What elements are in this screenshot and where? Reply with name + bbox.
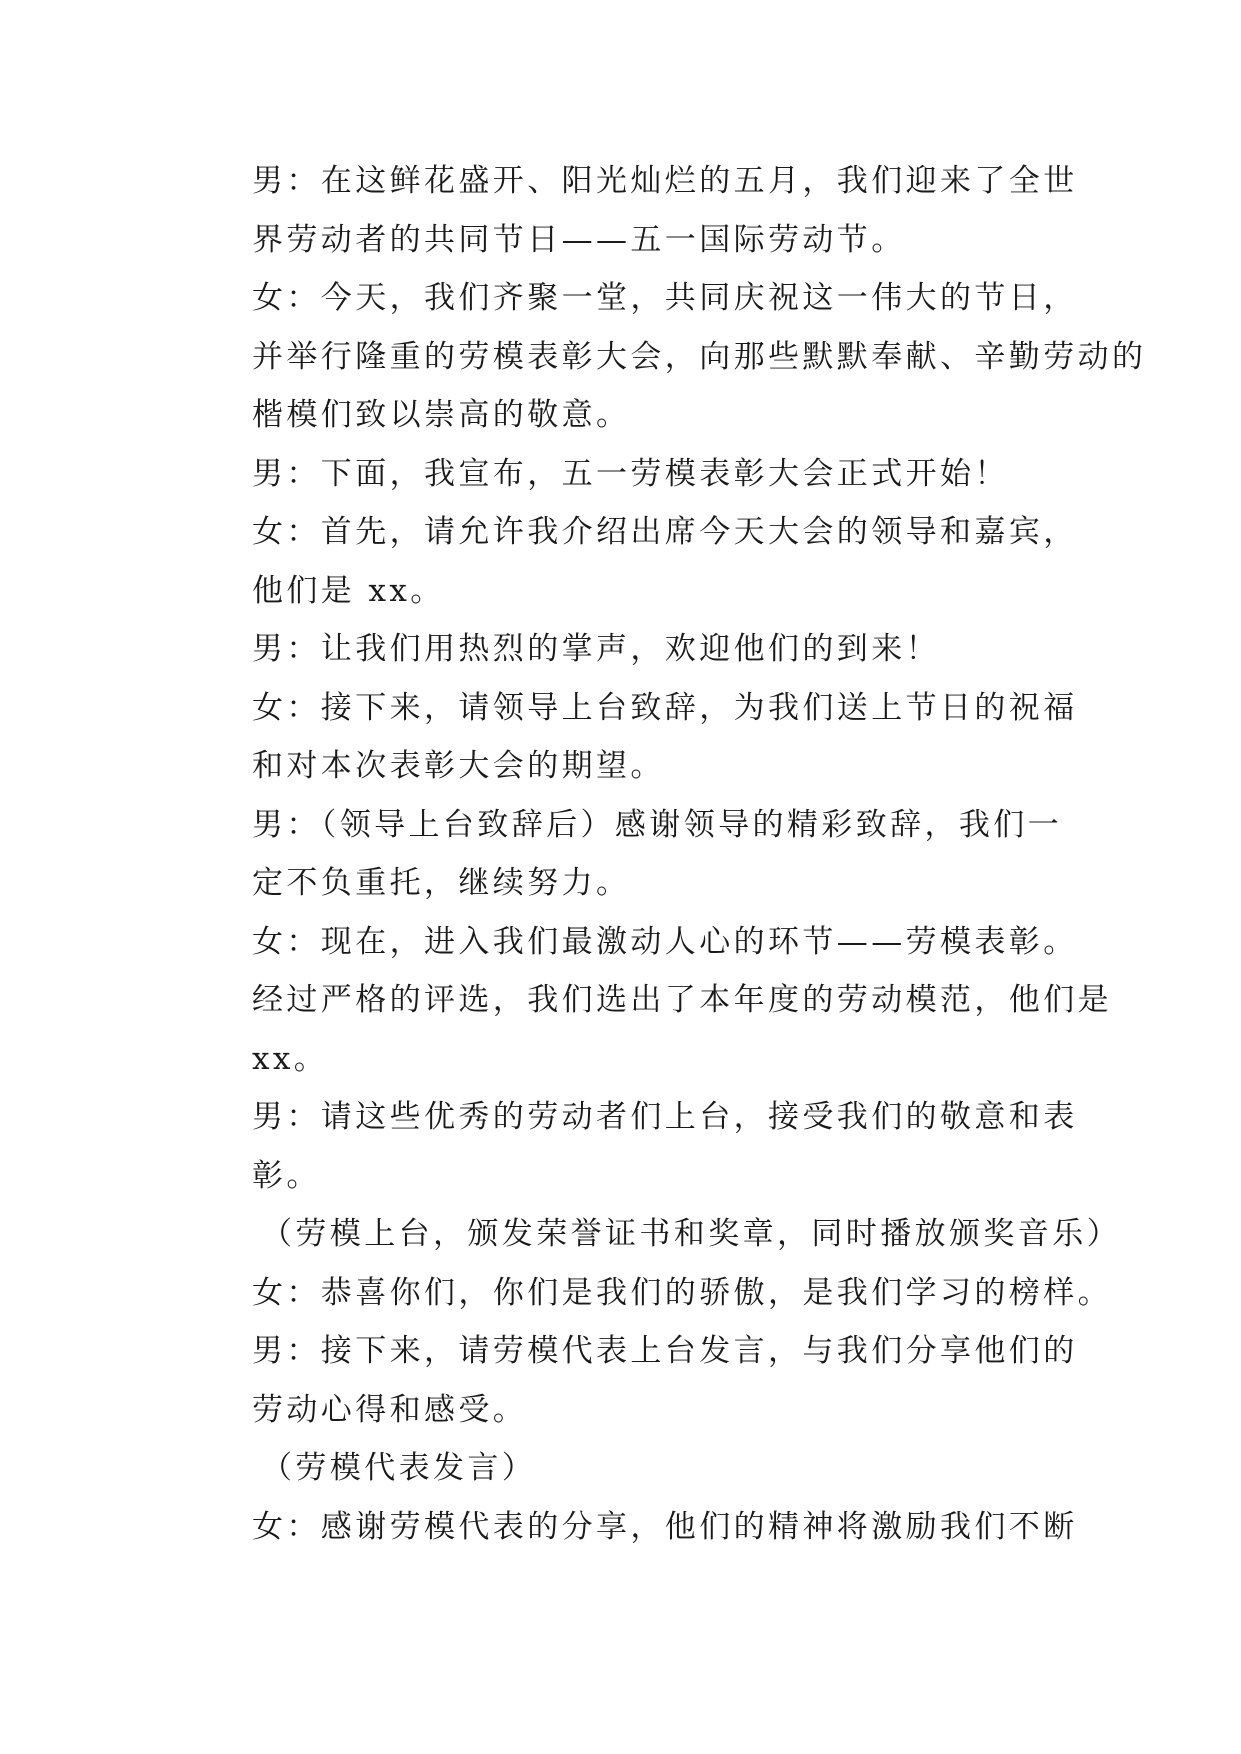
paragraph xyxy=(190,1264,1112,1323)
text-line: 劳动心得和感受。 xyxy=(252,1391,528,1428)
paragraph xyxy=(190,503,1078,620)
paragraph xyxy=(190,1088,1078,1205)
text-line: （劳模上台，颁发荣誉证书和奖章，同时播放颁奖音乐） xyxy=(261,1216,1121,1252)
text-line: 界劳动者的共同节日——五一国际劳动节。 xyxy=(252,221,906,258)
stage-direction xyxy=(190,1205,1121,1264)
text-line: 女：今天，我们齐聚一堂，共同庆祝这一伟大的节日， xyxy=(252,280,1078,316)
paragraph xyxy=(190,913,1112,1089)
text-line: 女：感谢劳模代表的分享，他们的精神将激励我们不断 xyxy=(252,1508,1078,1545)
paragraph xyxy=(190,1498,1078,1557)
text-line: 男：接下来，请劳模代表上台发言，与我们分享他们的 xyxy=(252,1333,1078,1369)
text-line: 定不负重托，继续努力。 xyxy=(252,865,631,901)
text-line: 男：让我们用热烈的掌声，欢迎他们的到来！ xyxy=(252,631,940,667)
text-line: 楷模们致以崇高的敬意。 xyxy=(252,397,631,433)
paragraph xyxy=(190,679,1078,796)
paragraph xyxy=(190,152,1078,269)
text-line: 彰。 xyxy=(252,1157,321,1194)
text-line: 男：下面，我宣布，五一劳模表彰大会正式开始！ xyxy=(252,455,1009,492)
paragraph xyxy=(190,620,1062,679)
text-line: 他们是 xx。 xyxy=(252,572,445,609)
text-line: 并举行隆重的劳模表彰大会，向那些默默奉献、辛勤劳动的 xyxy=(252,338,1147,375)
paragraph xyxy=(190,445,1062,504)
text-line: 女：首先，请允许我介绍出席今天大会的领导和嘉宾， xyxy=(252,514,1078,550)
paragraph xyxy=(190,1322,1078,1439)
text-line: 女：恭喜你们，你们是我们的骄傲，是我们学习的榜样。 xyxy=(252,1274,1112,1311)
text-line: 男：请这些优秀的劳动者们上台，接受我们的敬意和表 xyxy=(252,1099,1078,1135)
text-line: （劳模代表发言） xyxy=(261,1450,537,1486)
paragraph xyxy=(190,796,1062,913)
text-line: 男：（领导上台致辞后）感谢领导的精彩致辞，我们一 xyxy=(252,806,1063,843)
text-line: 女：接下来，请领导上台致辞，为我们送上节日的祝福 xyxy=(252,689,1078,726)
stage-direction xyxy=(190,1439,1062,1498)
text-line: xx。 xyxy=(252,1040,329,1077)
text-line: 和对本次表彰大会的期望。 xyxy=(252,748,665,784)
text-line: 男：在这鲜花盛开、阳光灿烂的五月，我们迎来了全世 xyxy=(252,163,1078,199)
text-line: 女：现在，进入我们最激动人心的环节——劳模表彰。 xyxy=(252,923,1078,960)
document-page xyxy=(190,152,1147,1556)
paragraph xyxy=(190,269,1147,445)
text-line: 经过严格的评选，我们选出了本年度的劳动模范，他们是 xyxy=(252,982,1112,1018)
